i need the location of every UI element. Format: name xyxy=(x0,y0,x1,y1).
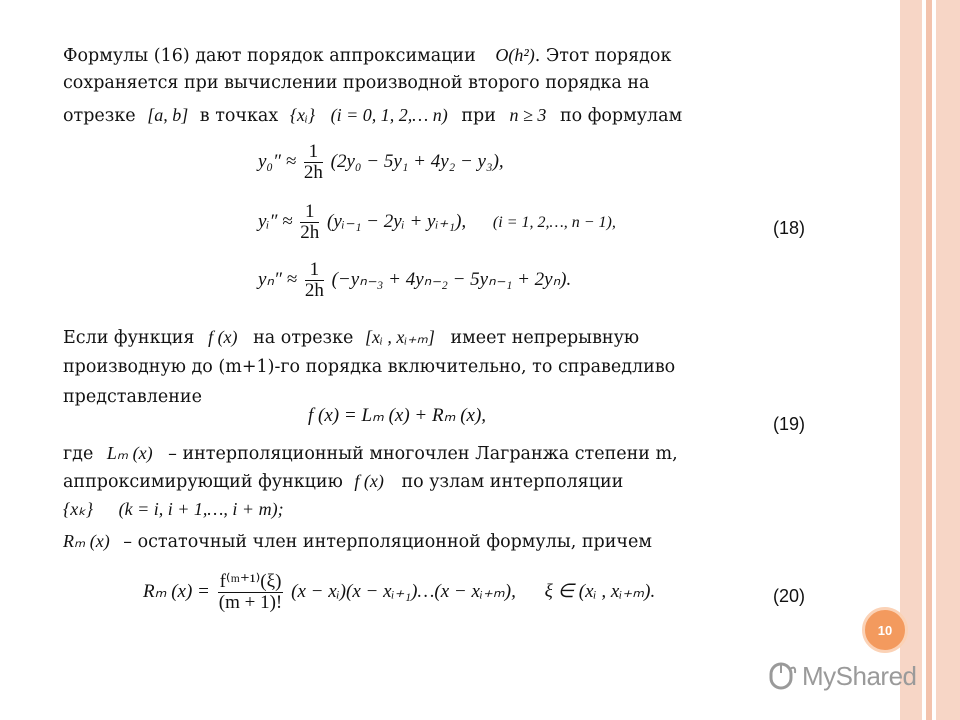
math-interval: [a, b] xyxy=(147,105,189,125)
eq-condition: ξ ∈ (xᵢ , xᵢ₊ₘ). xyxy=(544,580,656,602)
para3-line1 xyxy=(63,442,678,465)
math-function: f (x) xyxy=(208,327,238,347)
math-function: f (x) xyxy=(354,471,384,491)
eq-condition: (i = 1, 2,…, n − 1), xyxy=(492,213,616,231)
fraction xyxy=(218,572,284,613)
fraction xyxy=(304,142,323,183)
para2-line3: представление xyxy=(63,387,202,407)
math-range: (k = i, i + 1,…, i + m); xyxy=(118,499,284,519)
text: при xyxy=(461,106,496,126)
eq18-row1 xyxy=(258,142,504,183)
decor-stripe xyxy=(936,0,960,720)
math-condition: n ≥ 3 xyxy=(509,105,547,125)
eq-lhs: yᵢ″ ≈ xyxy=(258,210,293,232)
eq19-formula xyxy=(308,404,486,427)
eq18-row2 xyxy=(258,202,616,243)
eq-rhs: (2y₀ − 5y₁ + 4y₂ − y₃), xyxy=(330,150,504,172)
fraction-denominator: (m + 1)! xyxy=(218,592,283,613)
math-nodes: {xᵢ} xyxy=(289,105,316,125)
text: . Этот порядок xyxy=(534,46,672,66)
math-polynomial: Lₘ (x) xyxy=(106,443,153,463)
text: Если функция xyxy=(63,328,195,348)
fraction-numerator: 1 xyxy=(305,260,324,281)
math-interval: [xᵢ , xᵢ₊ₘ] xyxy=(364,327,435,347)
text: в точках xyxy=(199,106,279,126)
text: – интерполяционный многочлен Лагранжа степени m, xyxy=(168,444,678,464)
fraction-numerator: f⁽ᵐ⁺¹⁾(ξ) xyxy=(219,571,282,592)
para3-line3 xyxy=(63,498,284,521)
para3-line2 xyxy=(63,470,623,493)
eq-lhs: Rₘ (x) = xyxy=(143,580,210,602)
text: где xyxy=(63,444,94,464)
fraction-numerator: 1 xyxy=(300,202,319,223)
decor-stripe xyxy=(900,0,922,720)
math-remainder: Rₘ (x) xyxy=(63,531,110,551)
fraction xyxy=(305,260,324,301)
page-number-badge: 10 xyxy=(862,607,908,653)
eq-lhs: y₀″ ≈ xyxy=(258,150,297,172)
fraction-denominator: 2h xyxy=(304,280,324,301)
text: по узлам интерполяции xyxy=(401,472,624,492)
text: отрезке xyxy=(63,106,136,126)
math-order: O(h²) xyxy=(495,45,535,65)
text: по формулам xyxy=(559,106,683,126)
eq-product: (x − xᵢ)(x − xᵢ₊₁)…(x − xᵢ₊ₘ), xyxy=(291,580,516,602)
math-range: (i = 0, 1, 2,… n) xyxy=(330,105,448,125)
para2-line2: производную до (m+1)-го порядка включительно, то справедливо xyxy=(63,357,676,377)
para1-line2: сохраняется при вычислении производной второго порядка на xyxy=(63,73,650,93)
text: имеет непрерывную xyxy=(450,328,640,348)
eq-rhs: (yᵢ₋₁ − 2yᵢ + yᵢ₊₁), xyxy=(327,210,467,232)
para1-line3 xyxy=(63,104,682,127)
math-nodes: {xₖ} xyxy=(63,499,94,519)
text: Формулы (16) дают порядок аппроксимации xyxy=(63,46,476,66)
fraction-denominator: 2h xyxy=(300,222,320,243)
mouse-icon xyxy=(768,661,798,691)
eq-rhs: (−yₙ₋₃ + 4yₙ₋₂ − 5yₙ₋₁ + 2yₙ). xyxy=(331,268,572,290)
para1-line1 xyxy=(63,44,671,67)
fraction-numerator: 1 xyxy=(304,142,323,163)
eq18-row3 xyxy=(258,260,571,301)
eq-body: f (x) = Lₘ (x) + Rₘ (x), xyxy=(308,405,487,426)
logo-text: MyShared xyxy=(802,660,917,691)
para3-line4 xyxy=(63,530,652,553)
para2-line1 xyxy=(63,326,639,349)
eq18-number: (18) xyxy=(773,218,806,238)
eq20-number: (20) xyxy=(773,586,806,606)
text: аппроксимирующий функцию xyxy=(63,472,343,492)
decor-stripe xyxy=(926,0,932,720)
eq-lhs: yₙ″ ≈ xyxy=(258,268,298,290)
eq20-formula xyxy=(143,572,655,613)
fraction-denominator: 2h xyxy=(303,162,323,183)
eq19-number: (19) xyxy=(773,414,806,434)
logo xyxy=(768,660,917,692)
fraction xyxy=(300,202,319,243)
text: на отрезке xyxy=(253,328,354,348)
text: – остаточный член интерполяционной формулы, причем xyxy=(123,532,652,552)
